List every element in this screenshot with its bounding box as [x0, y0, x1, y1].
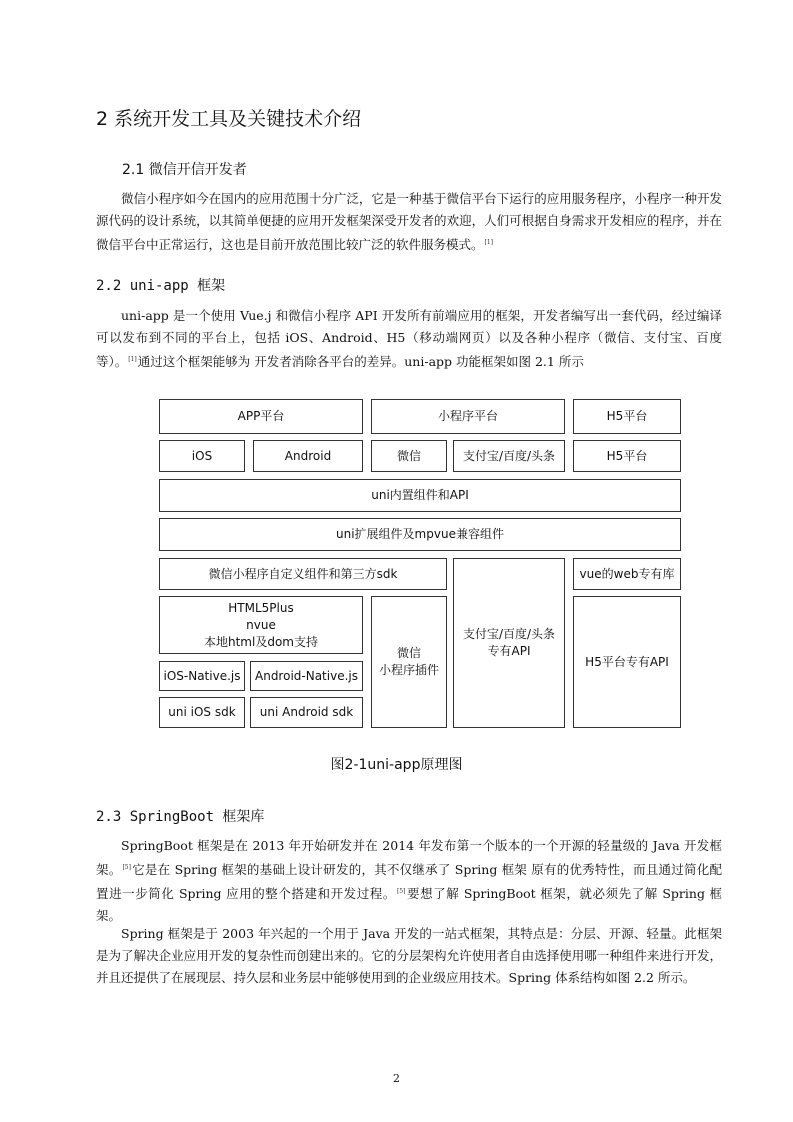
app-platform-box: APP平台: [159, 399, 363, 434]
citation: [1]: [128, 356, 137, 363]
paragraph-text: 要想了解 SpringBoot 框架，就必须先了解 Spring 框架。: [96, 886, 722, 924]
uni-extension-components-box: uni扩展组件及mpvue兼容组件: [159, 518, 681, 551]
section-2-3-paragraph-1: [96, 835, 722, 927]
section-2-2-paragraph: [96, 305, 722, 373]
alipay-baidu-toutiao-box: 支付宝/百度/头条: [453, 440, 565, 472]
section-2-3-title: 2.3 SpringBoot 框架库: [96, 809, 265, 825]
android-native-js-box: Android-Native.js: [250, 661, 363, 691]
ios-box: iOS: [159, 440, 245, 472]
citation: [1]: [484, 239, 494, 246]
section-2-1-paragraph: [96, 188, 722, 256]
h5-platform-box: H5平台: [573, 399, 681, 434]
paragraph-text: 通过这个框架能够为 开发者消除各平台的差异。uni-app 功能框架如图 2.1 所示: [137, 354, 584, 370]
chapter-heading: 2 系统开发工具及关键技术介绍: [96, 108, 362, 130]
wechat-custom-components-box: 微信小程序自定义组件和第三方sdk: [159, 558, 447, 590]
html5plus-box: [159, 596, 363, 654]
citation: [5]: [396, 888, 406, 896]
uni-builtin-components-box: uni内置组件和API: [159, 479, 681, 512]
ios-native-js-box: iOS-Native.js: [159, 661, 245, 691]
nvue-label: nvue: [246, 617, 276, 632]
paragraph-text: 它是在 Spring 框架的基础上设计研发的，其不仅继承了 Spring 框架 原有的优秀特性，而且通过简化配置进一步简化 Spring 应用的整个搭建和开发过程。: [96, 862, 722, 902]
citation: [5]: [122, 864, 131, 871]
android-box: Android: [253, 440, 363, 472]
section-2-3-paragraph-2: Spring 框架是于 2003 年兴起的一个用于 Java 开发的一站式框架，其特点是：分层、开源、轻量。此框架是为了解决企业应用开发的复杂性而创建出来的。它的分层架构允许使用者自由选择使用哪一种组件来进行开发，并且还提供了在展现层、持久层和业务层中能够使用到的企业级应用技术。Spring 体系结构如图 2.2 所示。: [96, 926, 722, 985]
html5plus-label: HTML5Plus: [228, 600, 294, 615]
page-number: 2: [393, 1072, 400, 1085]
wechat-plugin-line2: 小程序插件: [378, 663, 439, 677]
wechat-plugin-line1: 微信: [396, 646, 421, 660]
h5-platform-box-2: H5平台: [573, 440, 681, 472]
uni-app-architecture-diagram: [159, 399, 683, 729]
alipay-api-line1: 支付宝/百度/头条: [462, 627, 556, 641]
h5-proprietary-api-box: H5平台专有API: [573, 596, 681, 728]
alipay-api-line2: 专有API: [487, 644, 531, 658]
paragraph-text: uni-app 是一个使用 Vue.j 和微信小程序 API 开发所有前端应用的框架，开发者编写出一套代码，经过编译可以发布到不同的平台上，包括 iOS、Android、H5（移动端网页）以及各种小程序（微信、支付宝、百度等）。: [96, 308, 722, 370]
alipay-proprietary-api-box: [453, 558, 565, 728]
wechat-box: 微信: [371, 440, 447, 472]
uni-android-sdk-box: uni Android sdk: [250, 697, 363, 728]
local-html-dom-label: 本地html及dom支持: [204, 634, 318, 649]
section-2-1-title: 2.1 微信开信开发者: [122, 162, 247, 178]
paragraph-text: 微信小程序如今在国内的应用范围十分广泛，它是一种基于微信平台下运行的应用服务程序，小程序一种开发源代码的设计系统，以其简单便捷的应用开发框架深受开发者的欢迎，人们可根据自身需求开发相应的程序，并在微信平台中正常运行，这也是目前开放范围比较广泛的软件服务模式。: [96, 191, 722, 253]
section-2-2-title: 2.2 uni-app 框架: [96, 278, 226, 294]
vue-web-library-box: vue的web专有库: [573, 558, 681, 590]
mini-program-platform-box: 小程序平台: [371, 399, 565, 434]
paragraph-text: SpringBoot 框架是在 2013 年开始研发并在 2014 年发布第一个版本的一个开源的轻量级的 Java 开发框架。: [96, 838, 722, 878]
uni-ios-sdk-box: uni iOS sdk: [159, 697, 245, 728]
figure-caption: 图2-1uni-app原理图: [330, 757, 463, 773]
wechat-plugin-box: [371, 596, 447, 728]
